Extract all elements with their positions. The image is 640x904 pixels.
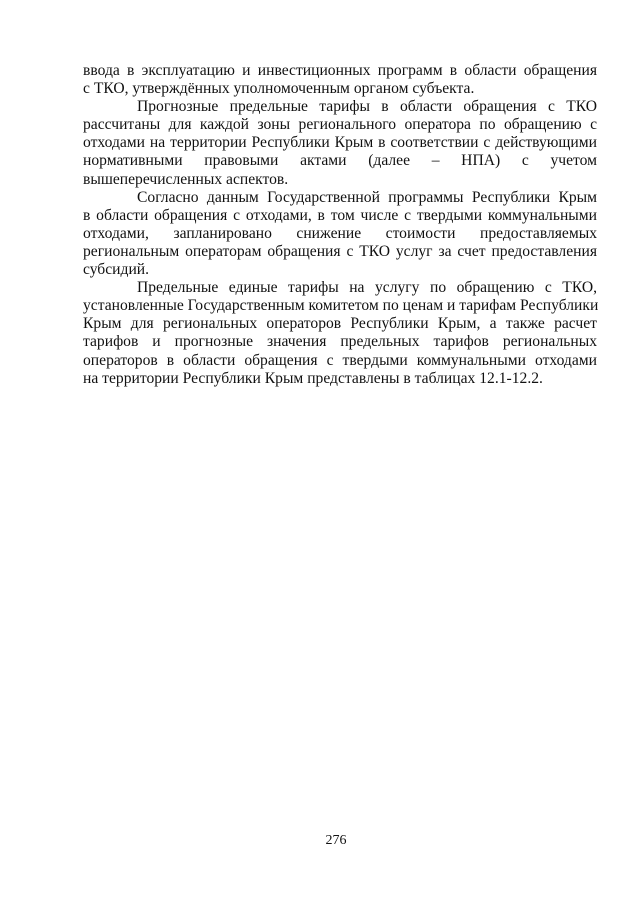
text-line: на территории Республики Крым представлены в таблицах 12.1-12.2. xyxy=(83,369,543,387)
paragraph xyxy=(83,98,597,188)
text-line: региональным операторам обращения с ТКО услуг за счет предоставления xyxy=(83,242,597,260)
text-line: операторов в области обращения с твердыми коммунальными отходами xyxy=(83,351,597,369)
page-number: 276 xyxy=(325,833,347,848)
body-text xyxy=(83,62,597,388)
paragraph xyxy=(83,62,597,98)
text-line: вышеперечисленных аспектов. xyxy=(83,170,289,188)
text-line: субсидий. xyxy=(83,261,150,279)
text-line: Крым для региональных операторов Республики Крым, а также расчет xyxy=(83,315,597,333)
text-line: установленные Государственным комитетом по ценам и тарифам Республики xyxy=(83,297,599,315)
text-line: с ТКО, утверждённых уполномоченным органом субъекта. xyxy=(83,80,475,98)
text-line: в области обращения с отходами, в том числе с твердыми коммунальными xyxy=(83,206,597,224)
paragraph xyxy=(83,279,597,388)
text-line: отходами, запланировано снижение стоимости предоставляемых xyxy=(83,224,597,242)
text-line: тарифов и прогнозные значения предельных тарифов региональных xyxy=(83,333,597,351)
text-line: рассчитаны для каждой зоны регионального оператора по обращению с xyxy=(83,116,597,134)
text-line: Согласно данным Государственной программы Республики Крым xyxy=(137,188,597,206)
text-line: Предельные единые тарифы на услугу по обращению с ТКО, xyxy=(137,279,597,297)
text-line: отходами на территории Республики Крым в соответствии с действующими xyxy=(83,134,597,152)
paragraph xyxy=(83,189,597,279)
text-line: ввода в эксплуатацию и инвестиционных программ в области обращения xyxy=(83,62,597,79)
text-line: нормативными правовыми актами (далее – НПА) с учетом xyxy=(83,152,597,170)
text-line: Прогнозные предельные тарифы в области обращения с ТКО xyxy=(137,98,597,116)
